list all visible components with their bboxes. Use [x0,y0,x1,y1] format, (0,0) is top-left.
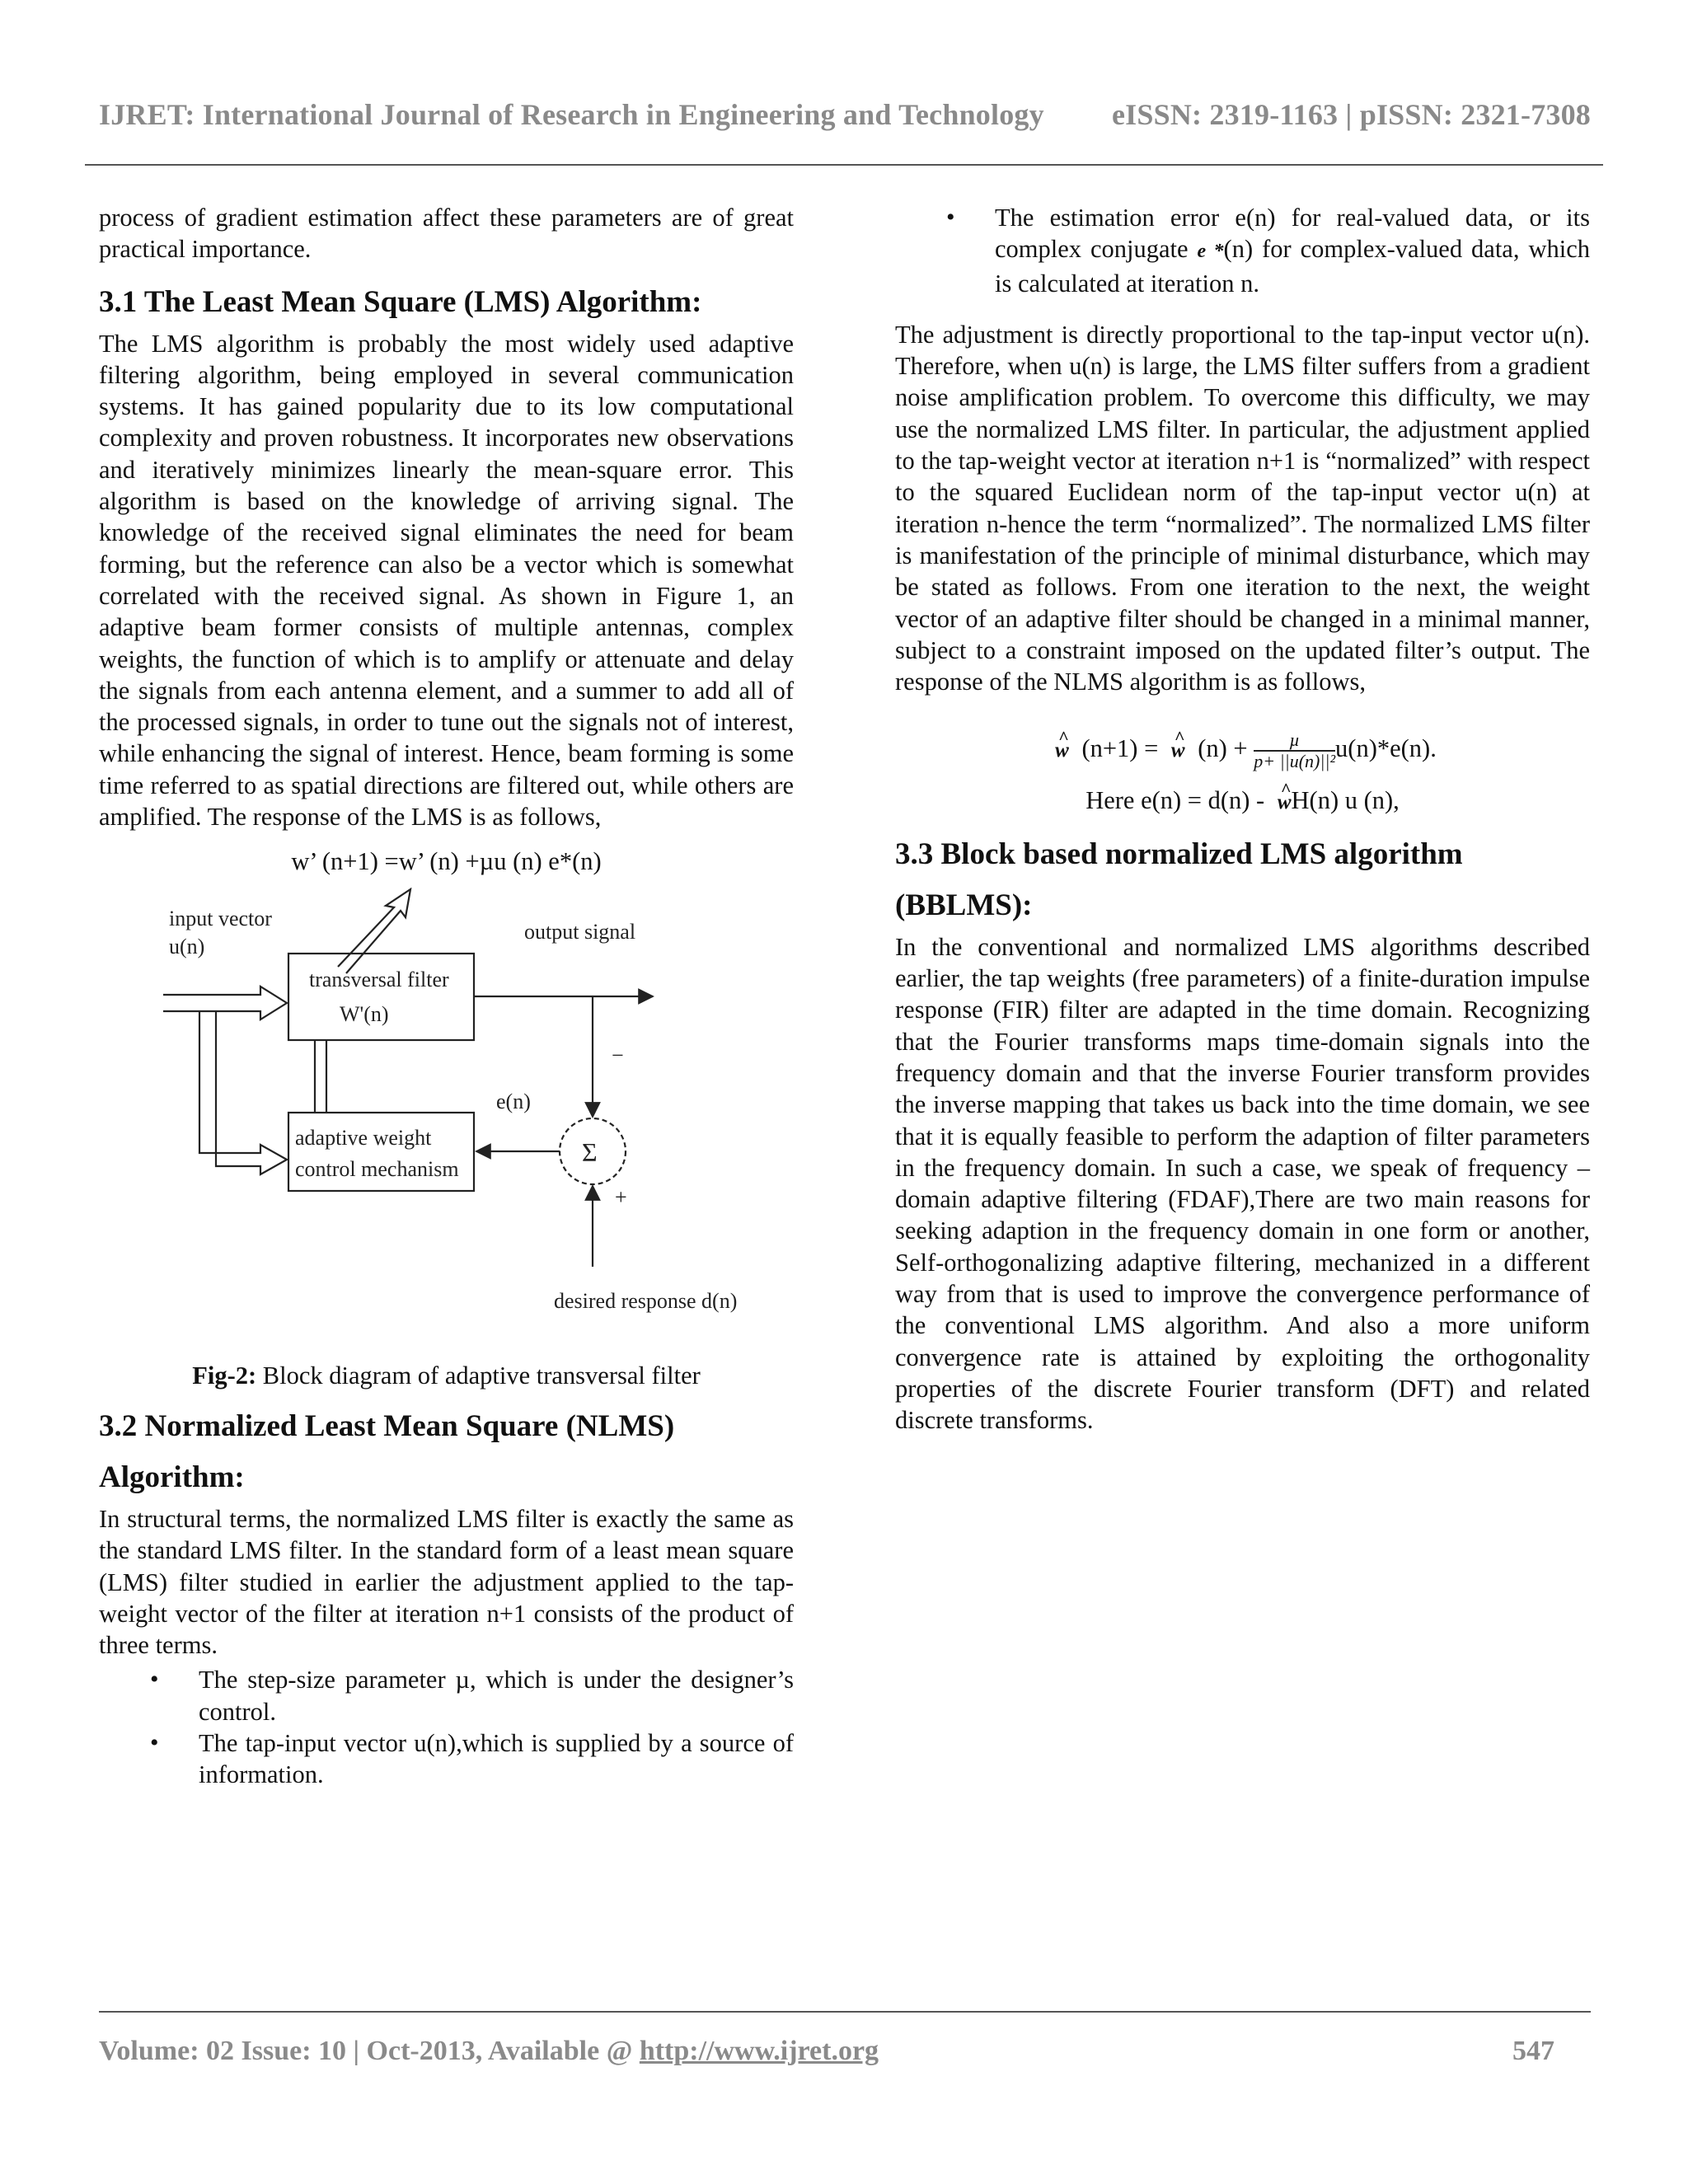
sum-symbol: Σ [582,1137,598,1167]
nlms-rhs: u(n)*e(n). [1335,734,1437,763]
input-label-1: input vector [169,906,272,930]
caption-label: Fig-2: [192,1361,257,1390]
section-3-2-heading-line-2: Algorithm: [99,1460,245,1494]
nlms-mid: (n) + [1198,734,1248,763]
conjugate-symbol: e * [1197,241,1224,263]
input-label-2: u(n) [169,934,205,958]
desired-label: desired response d(n) [554,1288,738,1313]
nlms-paragraph: The adjustment is directly proportional to the tap-input vector u(n). Therefore, when u(n) is large, the LMS filter suffers from a gradient noise amplification problem. To overcome this difficulty, we may use the normalized LMS filter. In particular, the adjustment applied to the tap-weight vector at iteration n+1 is “normalized” with respect to the squared Euclidean norm of the tap-input vector u(n) at iteration n-hence the term “normalized”. The normalized LMS filter is manifestation of the principle of minimal disturbance, which may be stated as follows. From one iteration to the next, the weight vector of an adaptive filter should be changed in a minimal manner, subject to a constraint imposed on the updated filter’s output. The response of the NLMS algorithm is as follows, [895,320,1590,696]
w-hat-symbol: ^ w [1278,787,1292,818]
plus-sign: + [615,1184,627,1209]
section-3-3-body: In the conventional and normalized LMS algorithms described earlier, the tap weights (free parameters) of a finite-duration impulse response (FIR) filter are adapted in the time domain. Recognizing that the Fourier transforms maps time-domain signals into the frequency domain and that the inverse Fourier transform provides the inverse mapping that takes us back into the time domain, we see that it is equally feasible to perform the adaption of filter parameters in the frequency domain. In such a case, we speak of frequency –domain adaptive filtering (FDAF),There are two main reasons for seeking adaption in the frequency domain in one form or another, Self-orthogonalizing adaptive filtering, mechanized in a different way from that is used to improve the convergence performance of the conventional LMS algorithm. And also a more uniform convergence rate is attained by exploiting the orthogonality properties of the discrete Fourier transform (DFT) and related discrete transforms. [895,932,1590,1435]
volume-text: Volume: 02 Issue: 10 | Oct-2013, Available @ [99,2036,640,2066]
page-number: 547 [1512,2036,1554,2066]
header-rule [85,164,1603,166]
nlms-equation [895,730,1590,771]
journal-title: IJRET: International Journal of Research in Engineering and Technology [99,98,1044,131]
footer-rule [99,2011,1591,2013]
error-eq-pre: Here e(n) = d(n) - [1085,786,1265,815]
transversal-filter-box [288,954,474,1040]
w-hat-symbol: ^ w [1055,735,1069,766]
terms-list [99,1664,794,1790]
list-item: • The step-size parameter µ, which is under the designer’s control. [99,1664,794,1727]
terms-list-continued [895,202,1590,299]
error-eq-post: H(n) u (n), [1291,786,1400,815]
section-3-1-heading: 3.1 The Least Mean Square (LMS) Algorithm: [99,284,702,319]
list-item [895,202,1590,299]
bullet-text-post: (n) for complex-valued data, which is calculated at iteration n. [995,235,1590,298]
section-3-2-heading-line-1: 3.2 Normalized Least Mean Square (NLMS) [99,1408,675,1443]
right-column [895,202,1590,1436]
intro-tail: process of gradient estimation affect these parameters are of great practical importance. [99,204,794,264]
section-3-1-body: The LMS algorithm is probably the most widely used adaptive filtering algorithm, being employed in several communication systems. It has gained popularity due to its low computational complexity and proven robustness. It incorporates new observations and iteratively minimizes linearly the mean-square error. This algorithm is based on the knowledge of arriving signal. The knowledge of the received signal eliminates the need for beam forming, but the reference can also be a vector which is somewhat correlated with the received signal. As shown in Figure 1, an adaptive beam former consists of multiple antennas, complex weights, the function of which is to amplify or attenuate and delay the signals from each antenna element, and a summer to add all of the processed signals, in order to tune out the signals not of interest, while enhancing the signal of interest. Hence, beam forming is some time referred to as spatial directions are filtered out, while others are amplified. The response of the LMS is as follows, [99,329,794,832]
control-label-1: adaptive weight [295,1125,432,1150]
control-label-2: control mechanism [295,1156,459,1181]
branch-hollow-arrow [199,1011,287,1174]
bullet-text: The estimation error e(n) for real-valued data, or its complex conjugate [995,204,1590,264]
section-3-3-heading-line-1: 3.3 Block based normalized LMS algorithm [895,837,1463,871]
page-footer [99,2036,1554,2067]
adaptive-filter-diagram [99,888,794,1521]
nlms-lhs: (n+1) = [1081,734,1159,763]
footer-volume [99,2036,879,2067]
left-column [99,202,794,1791]
journal-link[interactable]: http://www.ijret.org [639,2036,879,2066]
section-3-3-heading-line-2: (BBLMS): [895,888,1033,922]
lms-equation: w’ (n+1) =w’ (n) +µu (n) e*(n) [291,847,602,876]
error-equation [895,785,1590,818]
section-3-2-body: In structural terms, the normalized LMS filter is exactly the same as the standard LMS filter. In the standard form of a least mean square (LMS) filter studied in earlier the adjustment applied to the tap-weight vector of the filter at iteration n+1 consists of the product of three terms. [99,1504,794,1660]
journal-issn: eISSN: 2319-1163 | pISSN: 2321-7308 [1112,98,1591,131]
weight-update-arrow [315,1041,326,1113]
fraction-denominator: p+ ||u(n)||² [1254,751,1336,772]
step-fraction [1254,730,1335,771]
error-label: e(n) [496,1089,531,1113]
output-label: output signal [524,919,636,944]
caption-text: Block diagram of adaptive transversal filter [256,1361,701,1390]
running-header [99,97,1591,132]
w-hat-symbol: ^ w [1171,735,1185,766]
fraction-numerator: µ [1254,730,1335,752]
filter-label-1: transversal filter [309,967,449,991]
adjustable-arrow [338,889,410,973]
list-item: • The tap-input vector u(n),which is supplied by a source of information. [99,1727,794,1791]
input-hollow-arrow [163,987,287,1019]
block-diagram [99,888,794,1521]
minus-sign: − [612,1043,624,1067]
filter-label-2: W'(n) [340,1001,389,1026]
